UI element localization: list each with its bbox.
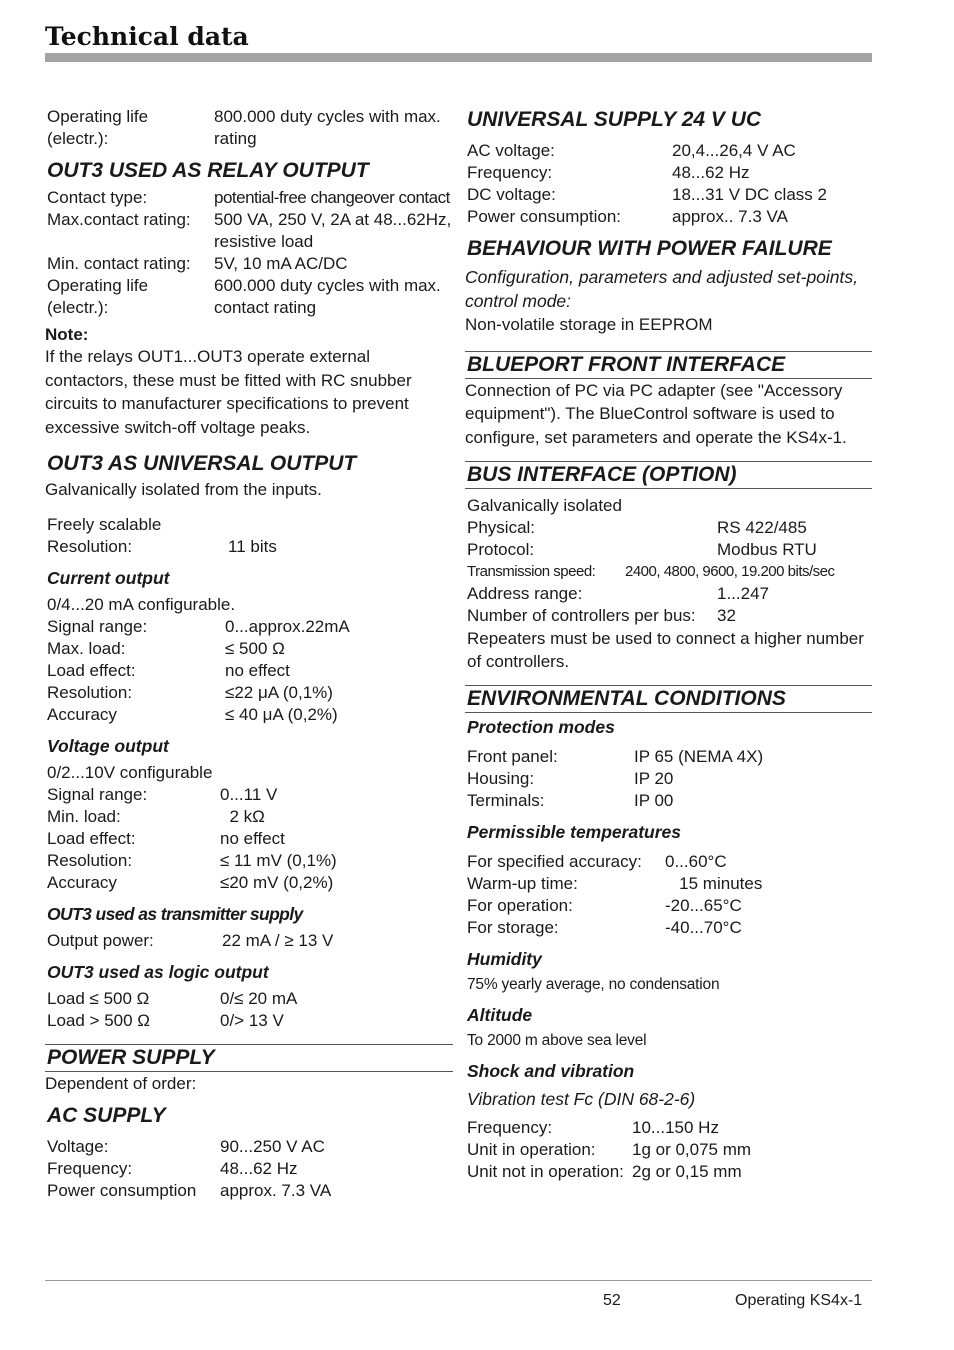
- protection-heading: Protection modes: [467, 717, 615, 737]
- table-row: Unit in operation: 1g or 0,075 mm: [467, 1140, 752, 1159]
- table-row: For operation: -20...65°C: [467, 896, 742, 915]
- table-row: (electr.): rating: [47, 129, 257, 148]
- table-row: Housing: IP 20: [467, 769, 674, 788]
- table-row: Operating life 600.000 duty cycles with max.: [47, 276, 441, 295]
- left-column: [45, 106, 453, 1202]
- logic-output-table: [45, 988, 453, 1032]
- voltage-output-heading: Voltage output: [47, 735, 169, 756]
- table-row: Max. load: ≤ 500 Ω: [47, 638, 285, 658]
- power-failure-italic: Configuration, parameters and adjusted set-points, control mode:: [465, 267, 859, 311]
- universal-output-heading: OUT3 AS UNIVERSAL OUTPUT: [47, 452, 357, 475]
- temperatures-table: [465, 851, 872, 939]
- protection-table: [465, 746, 872, 812]
- table-row: Signal range: 0...11 V: [47, 784, 278, 804]
- table-row: Accuracy ≤20 mV (0,2%): [47, 872, 334, 892]
- table-row: Accuracy ≤ 40 μA (0,2%): [47, 704, 338, 724]
- table-row: Power consumption approx. 7.3 VA: [47, 1181, 332, 1200]
- table-row: Voltage: 90...250 V AC: [47, 1137, 325, 1156]
- altitude-heading: Altitude: [467, 1005, 533, 1025]
- table-row: Unit not in operation: 2g or 0,15 mm: [467, 1162, 742, 1181]
- table-row: Galvanically isolated: [467, 496, 622, 515]
- vibration-italic: Vibration test Fc (DIN 68-2-6): [467, 1089, 696, 1109]
- table-row: (electr.): contact rating: [47, 298, 317, 317]
- relay-table: [45, 187, 453, 319]
- voltage-output-table: [45, 762, 453, 894]
- table-row: Frequency: 48...62 Hz: [467, 163, 750, 182]
- table-row: Output power: 22 mA / ≥ 13 V: [47, 930, 334, 950]
- page-title: Technical data: [45, 22, 249, 51]
- table-row: Power consumption: approx.. 7.3 VA: [467, 207, 788, 226]
- shock-table: [465, 1117, 872, 1183]
- ac-supply-heading: AC SUPPLY: [47, 1104, 166, 1127]
- table-row: For specified accuracy: 0...60°C: [467, 852, 727, 871]
- table-row: Transmission speed: 2400, 4800, 9600, 19.200 bits/sec: [467, 563, 835, 580]
- table-row: Min. contact rating: 5V, 10 mA AC/DC: [47, 254, 348, 273]
- table-row: Repeaters must be used to connect a higher number of controllers.: [467, 629, 864, 671]
- footer-divider: [45, 1280, 872, 1281]
- transmitter-table: [45, 930, 453, 952]
- table-row: For storage: -40...70°C: [467, 918, 742, 937]
- table-row: 0/2...10V configurable: [47, 762, 213, 782]
- humidity-heading: Humidity: [467, 949, 542, 969]
- blueport-text: Connection of PC via PC adapter (see "Accessory equipment"). The BlueControl software is used to configure, set parameters and operate the KS4x-1.: [465, 380, 847, 447]
- blueport-heading: BLUEPORT FRONT INTERFACE: [465, 351, 872, 379]
- table-row: Physical: RS 422/485: [467, 518, 807, 537]
- table-row: Contact type: potential-free changeover contact: [47, 188, 450, 207]
- table-row: Frequency: 10...150 Hz: [467, 1118, 719, 1137]
- bus-interface-heading: BUS INTERFACE (OPTION): [465, 461, 872, 489]
- table-row: Max.contact rating: 500 VA, 250 V, 2A at 48...62Hz,: [47, 210, 452, 229]
- power-failure-text: Non-volatile storage in EEPROM: [465, 315, 713, 334]
- power-failure-heading: BEHAVIOUR WITH POWER FAILURE: [467, 237, 832, 260]
- table-row: Min. load: 2 kΩ: [47, 806, 265, 826]
- relay-heading: OUT3 USED AS RELAY OUTPUT: [47, 159, 369, 182]
- power-supply-heading: POWER SUPPLY: [45, 1044, 453, 1072]
- table-row: Number of controllers per bus: 32: [467, 606, 736, 625]
- power-supply-intro: Dependent of order:: [45, 1073, 197, 1093]
- shock-heading: Shock and vibration: [467, 1061, 635, 1081]
- ac-supply-table: [45, 1136, 453, 1202]
- universal-supply-table: [465, 140, 872, 228]
- humidity-text: 75% yearly average, no condensation: [467, 976, 720, 993]
- table-row: Load effect: no effect: [47, 828, 285, 848]
- universal-supply-heading: UNIVERSAL SUPPLY 24 V UC: [467, 108, 762, 131]
- environmental-heading: ENVIRONMENTAL CONDITIONS: [465, 685, 872, 713]
- table-row: Load ≤ 500 Ω 0/≤ 20 mA: [47, 988, 298, 1008]
- table-row: Terminals: IP 00: [467, 791, 674, 810]
- universal-intro: Galvanically isolated from the inputs.: [45, 480, 322, 499]
- op-life-top-table: [45, 106, 453, 150]
- bus-interface-table: [465, 495, 872, 673]
- transmitter-heading: OUT3 used as transmitter supply: [47, 903, 303, 924]
- table-row: Operating life 800.000 duty cycles with max.: [47, 107, 441, 126]
- table-row: resistive load: [214, 232, 314, 251]
- table-row: Load effect: no effect: [47, 660, 290, 680]
- table-row: Signal range: 0...approx.22mA: [47, 616, 350, 636]
- table-row: Warm-up time: 15 minutes: [467, 874, 763, 893]
- table-row: Resolution: 11 bits: [47, 536, 277, 556]
- note-text: If the relays OUT1...OUT3 operate external contactors, these must be fitted with RC snubber circuits to manufacturer specifications to prevent excessive switch-off voltage peaks.: [45, 347, 412, 437]
- table-row: DC voltage: 18...31 V DC class 2: [467, 185, 827, 204]
- current-output-heading: Current output: [47, 567, 170, 588]
- table-row: Address range: 1...247: [467, 584, 769, 603]
- altitude-text: To 2000 m above sea level: [467, 1032, 647, 1049]
- table-row: Freely scalable: [47, 514, 162, 534]
- universal-table: [45, 514, 453, 558]
- table-row: 0/4...20 mA configurable.: [47, 594, 236, 614]
- table-row: Protocol: Modbus RTU: [467, 540, 817, 559]
- table-row: Resolution: ≤ 11 mV (0,1%): [47, 850, 337, 870]
- table-row: Load > 500 Ω 0/> 13 V: [47, 1010, 284, 1030]
- right-column: [465, 106, 872, 1183]
- table-row: Resolution: ≤22 μA (0,1%): [47, 682, 333, 702]
- temperatures-heading: Permissible temperatures: [467, 822, 681, 842]
- table-row: AC voltage: 20,4...26,4 V AC: [467, 141, 796, 160]
- logic-output-heading: OUT3 used as logic output: [47, 961, 269, 982]
- table-row: Front panel: IP 65 (NEMA 4X): [467, 747, 764, 766]
- document-name: Operating KS4x-1: [735, 1292, 863, 1309]
- current-output-table: [45, 594, 453, 726]
- title-bar: [45, 53, 872, 62]
- note-label: Note:: [45, 325, 89, 344]
- page-number: 52: [603, 1292, 621, 1309]
- table-row: Frequency: 48...62 Hz: [47, 1159, 298, 1178]
